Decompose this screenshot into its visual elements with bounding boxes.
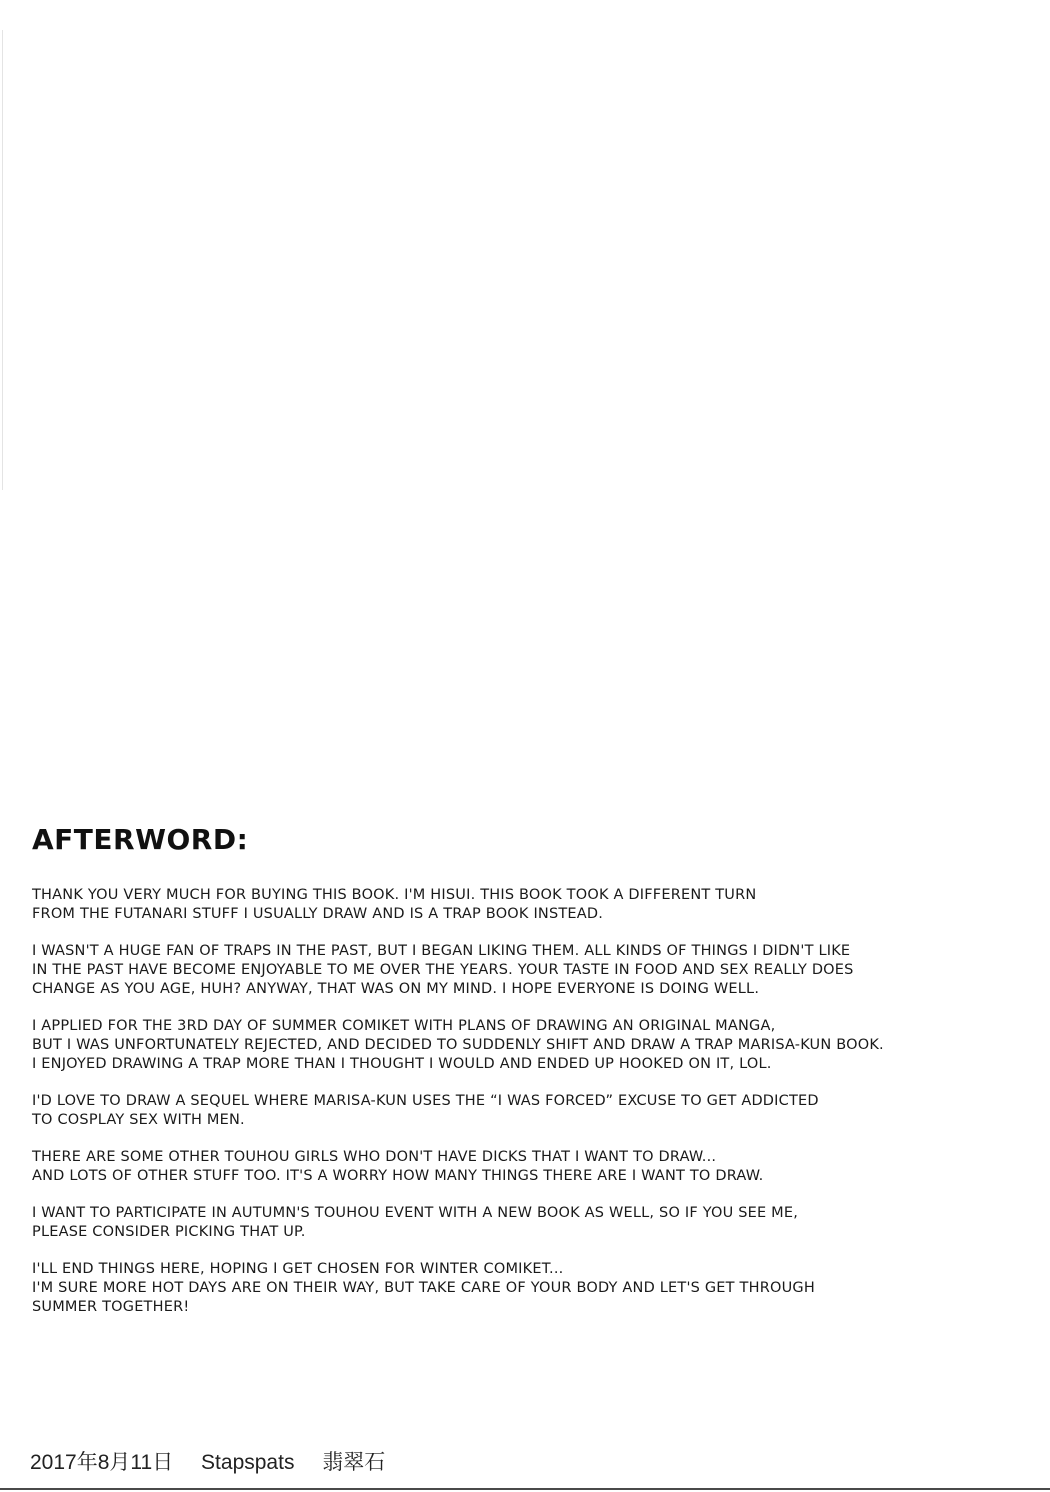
paragraph: [32, 1092, 1022, 1130]
paragraph-line: I APPLIED FOR THE 3RD DAY OF SUMMER COMIKET WITH PLANS OF DRAWING AN ORIGINAL MANGA,: [32, 1018, 776, 1034]
paragraph-line: I'D LOVE TO DRAW A SEQUEL WHERE MARISA-KUN USES THE “I WAS FORCED” EXCUSE TO GET ADDICTED: [32, 1093, 819, 1109]
signature-circle-name: Stapspats: [201, 1451, 295, 1474]
paragraph-line: I'M SURE MORE HOT DAYS ARE ON THEIR WAY, BUT TAKE CARE OF YOUR BODY AND LET'S GET THROUGH: [32, 1280, 815, 1296]
paragraph-line: CHANGE AS YOU AGE, HUH? ANYWAY, THAT WAS ON MY MIND. I HOPE EVERYONE IS DOING WELL.: [32, 981, 760, 997]
paragraph: [32, 886, 1022, 924]
paragraph-line: TO COSPLAY SEX WITH MEN.: [32, 1112, 245, 1128]
bottom-rule: [0, 1488, 1050, 1490]
signature-date: 2017年8月11日: [30, 1451, 174, 1474]
paragraph-line: I WANT TO PARTICIPATE IN AUTUMN'S TOUHOU EVENT WITH A NEW BOOK AS WELL, SO IF YOU SEE ME,: [32, 1205, 799, 1221]
paragraph: [32, 1204, 1022, 1242]
paragraph-line: FROM THE FUTANARI STUFF I USUALLY DRAW AND IS A TRAP BOOK INSTEAD.: [32, 906, 604, 922]
paragraph: [32, 1017, 1022, 1074]
paragraph: [32, 942, 1022, 999]
paragraph-line: THERE ARE SOME OTHER TOUHOU GIRLS WHO DON'T HAVE DICKS THAT I WANT TO DRAW...: [32, 1149, 717, 1165]
paragraph: [32, 1148, 1022, 1186]
signature-line: [30, 1450, 385, 1476]
scan-edge-mark: [2, 30, 3, 490]
paragraph-line: BUT I WAS UNFORTUNATELY REJECTED, AND DECIDED TO SUDDENLY SHIFT AND DRAW A TRAP MARISA-KUN BOOK.: [32, 1037, 884, 1053]
paragraph-line: IN THE PAST HAVE BECOME ENJOYABLE TO ME OVER THE YEARS. YOUR TASTE IN FOOD AND SEX REALLY DOES: [32, 962, 854, 978]
paragraph-line: PLEASE CONSIDER PICKING THAT UP.: [32, 1224, 306, 1240]
paragraph-line: AND LOTS OF OTHER STUFF TOO. IT'S A WORRY HOW MANY THINGS THERE ARE I WANT TO DRAW.: [32, 1168, 764, 1184]
paragraph-line: I ENJOYED DRAWING A TRAP MORE THAN I THOUGHT I WOULD AND ENDED UP HOOKED ON IT, LOL.: [32, 1056, 772, 1072]
paragraph-line: SUMMER TOGETHER!: [32, 1299, 190, 1315]
paragraph-line: I WASN'T A HUGE FAN OF TRAPS IN THE PAST, BUT I BEGAN LIKING THEM. ALL KINDS OF THINGS I DIDN'T LIKE: [32, 943, 851, 959]
paragraph-line: THANK YOU VERY MUCH FOR BUYING THIS BOOK. I'M HISUI. THIS BOOK TOOK A DIFFERENT TURN: [32, 887, 757, 903]
paragraph: [32, 1260, 1022, 1317]
afterword-section: [32, 820, 1022, 1335]
signature-author-name: 翡翠石: [322, 1451, 386, 1474]
afterword-heading: AFTERWORD:: [32, 823, 249, 856]
paragraph-line: I'LL END THINGS HERE, HOPING I GET CHOSEN FOR WINTER COMIKET...: [32, 1261, 564, 1277]
